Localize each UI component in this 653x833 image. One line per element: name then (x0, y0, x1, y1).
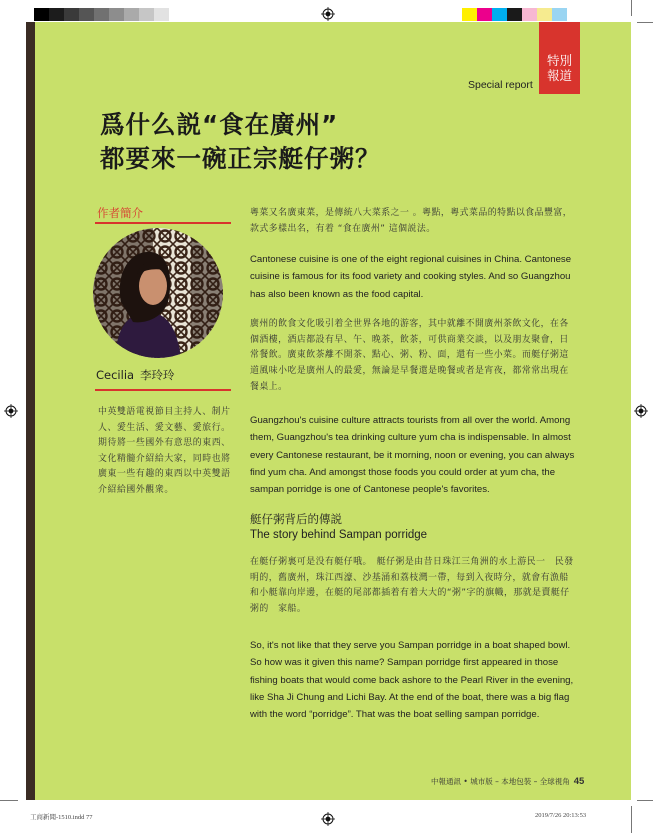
divider (95, 222, 231, 224)
crop-mark (631, 0, 632, 16)
color-swatch (537, 8, 552, 21)
color-swatch (169, 8, 184, 21)
color-swatch (154, 8, 169, 21)
divider (95, 389, 231, 391)
registration-mark-icon (321, 7, 335, 21)
crop-mark (637, 800, 653, 801)
subheading-en: The story behind Sampan porridge (250, 529, 428, 541)
crop-mark (637, 22, 653, 23)
page-spine (26, 22, 35, 800)
paragraph-zh-3: 在艇仔粥裏可是没有艇仔哦。 艇仔粥是由昔日珠江三角洲的水上游民一 民發明的，舊廣州，珠江西濠、沙基涌和荔枝灣一帶，每到入夜時分，就會有漁船和小艇靠向岸邊，在艇的尾部都插着有着大大的“粥”字的旗幟，那就是賣艇仔粥的 家船。 (250, 557, 574, 615)
registration-mark-icon (4, 404, 18, 418)
color-swatch (34, 8, 49, 21)
color-swatch (507, 8, 522, 21)
color-swatch (552, 8, 567, 21)
color-swatch (79, 8, 94, 21)
author-heading: 作者簡介 (97, 206, 143, 220)
registration-mark-icon (634, 404, 648, 418)
title-line1: 爲什么説“食在廣州” (100, 110, 339, 139)
paragraph-zh-1: 粵菜又名廣東菜，是傳統八大菜系之一 。粵點，粵式菜品的特點以食品豐富，款式多樣出名，有着 “食在廣州” 這個説法。 (250, 208, 573, 234)
tab-label-line2: 報道 (546, 68, 572, 83)
author-photo (93, 228, 223, 358)
color-swatch (64, 8, 79, 21)
author-name-en: Cecilia (96, 368, 135, 382)
article-title (100, 108, 381, 176)
tab-label-line1: 特別 (546, 53, 572, 68)
color-swatch (124, 8, 139, 21)
gray-color-bar (34, 8, 184, 21)
color-swatch (49, 8, 64, 21)
color-swatch (94, 8, 109, 21)
color-swatch (139, 8, 154, 21)
section-subheading (250, 511, 578, 543)
author-name (96, 367, 175, 383)
crop-mark (631, 806, 632, 833)
section-label: Special report (468, 79, 533, 91)
color-swatch (109, 8, 124, 21)
paragraph-en-1: Cantonese cuisine is one of the eight regional cuisines in China. Cantonese cuisine is famous for its food variety and cooking styles. And so Guangzhou has also been known as the food capital. (250, 254, 572, 300)
subheading-zh: 艇仔粥背后的傳説 (250, 512, 342, 526)
page-number: 45 (573, 776, 585, 787)
title-line2: 都要來一碗正宗艇仔粥？ (100, 144, 381, 173)
paragraph-en-2: Guangzhou's cuisine culture attracts tourists from all over the world. Among them, Guangzhou's tea drinking culture yum cha is indispensable. In almost every Cantonese restaurant, be it morning, noon or evening, you can always find yum cha. And amongst those foods you could order at yum cha, the sampan porridge is one of Cantonese people's favorites. (250, 415, 575, 496)
crop-mark (0, 800, 18, 801)
footer-text: 中報通訊 • 城市版 – 本地包裝 – 全球視角 (431, 777, 570, 786)
print-timestamp: 2019/7/26 20:13:53 (535, 812, 587, 819)
process-color-bar (462, 8, 582, 21)
author-bio: 中英雙語電視節目主持人、制片人、愛生活、愛文藝、愛旅行。期待將一些國外有意思的東西、文化精髓介紹給大家，同時也將廣東一些有趣的東西以中英雙語介紹給國外觀衆。 (98, 407, 231, 495)
author-name-zh: 李玲玲 (140, 368, 175, 382)
registration-mark-icon (321, 812, 335, 826)
color-swatch (462, 8, 477, 21)
color-swatch (477, 8, 492, 21)
color-swatch (522, 8, 537, 21)
color-swatch (492, 8, 507, 21)
paragraph-zh-2: 廣州的飲食文化吸引着全世界各地的游客，其中就離不開廣州茶飲文化，在各個酒樓，酒店都設有早、午、晚茶，飲茶，可供商業交談，以及朋友聚會，日常餐飲。廣東飲茶離不開茶、點心、粥、粉、面，還有一些小菜。而艇仔粥這道風味小吃是廣州人的最愛，無論是早餐還是晚餐或者是宵夜，都常常出現在餐桌上。 (250, 319, 569, 392)
file-slug: 工商新聞-1510.indd 77 (30, 814, 93, 821)
paragraph-en-3: So, it's not like that they serve you Sampan porridge in a boat shaped bowl. So how was it given this name? Sampan porridge first appeared in those fishing boats that would come back ashore to the Pearl River in the evening, like Sha Ji Chung and Lichi Bay. At the end of the boat, there was a big flag with the word “porridge”. That was the boat selling sampan porridge. (250, 640, 574, 721)
page-footer (431, 776, 584, 787)
special-report-tab (539, 22, 580, 94)
color-swatch (567, 8, 582, 21)
